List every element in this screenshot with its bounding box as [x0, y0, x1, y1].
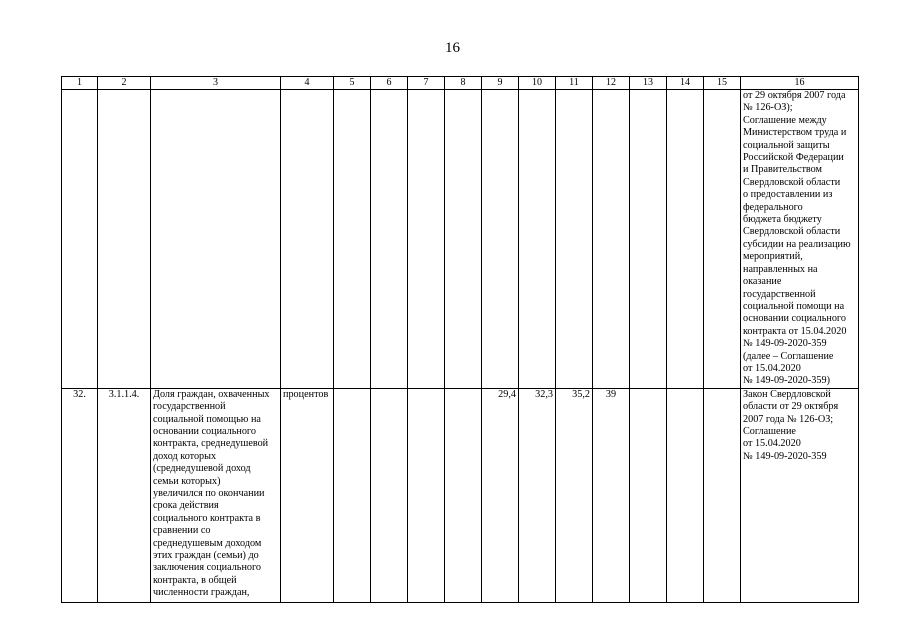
column-header: 14	[667, 77, 704, 90]
column-header: 13	[630, 77, 667, 90]
legal-basis-cell: от 29 октября 2007 года № 126-ОЗ); Соглашение между Министерством труда и социальной защиты Российской Федерации и Правительством Свердловской области о предоставлении из федерального бюджета бюджету Свердловской области субсидии на реализацию мероприятий, направленных на оказание государственной социальной помощи на основании социального контракта от 15.04.2020 № 149-09-2020-359 (далее – Соглашение от 15.04.2020 № 149-09-2020-359)	[741, 90, 859, 389]
table-cell	[151, 90, 281, 389]
table-cell	[371, 90, 408, 389]
indicator-code-cell: 3.1.1.4.	[98, 388, 151, 602]
table-cell	[371, 388, 408, 602]
table-cell	[408, 90, 445, 389]
table-cell	[334, 388, 371, 602]
table-cell	[630, 90, 667, 389]
table-cell	[704, 90, 741, 389]
table-cell	[281, 90, 334, 389]
indicator-name-cell: Доля граждан, охваченных государственной социальной помощью на основании социального контракта, среднедушевой доход которых (среднедушевой доход семьи которых) увеличился по окончании срока действия социального контракта в сравнении со среднедушевым доходом этих граждан (семьи) до заключения социального контракта, в общей численности граждан,	[151, 388, 281, 602]
column-header: 16	[741, 77, 859, 90]
column-number-row	[62, 77, 859, 90]
column-header: 6	[371, 77, 408, 90]
table-cell	[556, 90, 593, 389]
table-cell	[704, 388, 741, 602]
column-header: 11	[556, 77, 593, 90]
row-number-cell: 32.	[62, 388, 98, 602]
table-row	[62, 388, 859, 602]
column-header: 5	[334, 77, 371, 90]
column-header: 2	[98, 77, 151, 90]
legal-basis-cell: Закон Свердловской области от 29 октября 2007 года № 126-ОЗ; Соглашение от 15.04.2020 № 149-09-2020-359	[741, 388, 859, 602]
column-header: 9	[482, 77, 519, 90]
page-number: 16	[445, 40, 460, 56]
table-row	[62, 90, 859, 389]
table-cell	[593, 90, 630, 389]
table-cell	[62, 90, 98, 389]
column-header: 1	[62, 77, 98, 90]
table-cell	[667, 388, 704, 602]
table-cell	[445, 388, 482, 602]
value-cell: 32,3	[519, 388, 556, 602]
column-header: 8	[445, 77, 482, 90]
column-header: 15	[704, 77, 741, 90]
table-cell	[445, 90, 482, 389]
column-header: 7	[408, 77, 445, 90]
table-cell	[408, 388, 445, 602]
unit-cell: процентов	[281, 388, 334, 602]
column-header: 3	[151, 77, 281, 90]
table-cell	[667, 90, 704, 389]
column-header: 10	[519, 77, 556, 90]
value-cell: 39	[593, 388, 630, 602]
table-cell	[98, 90, 151, 389]
table-cell	[519, 90, 556, 389]
value-cell: 35,2	[556, 388, 593, 602]
column-header: 12	[593, 77, 630, 90]
column-header: 4	[281, 77, 334, 90]
table-cell	[334, 90, 371, 389]
table-cell	[482, 90, 519, 389]
table-cell	[630, 388, 667, 602]
value-cell: 29,4	[482, 388, 519, 602]
indicators-table	[61, 76, 859, 603]
